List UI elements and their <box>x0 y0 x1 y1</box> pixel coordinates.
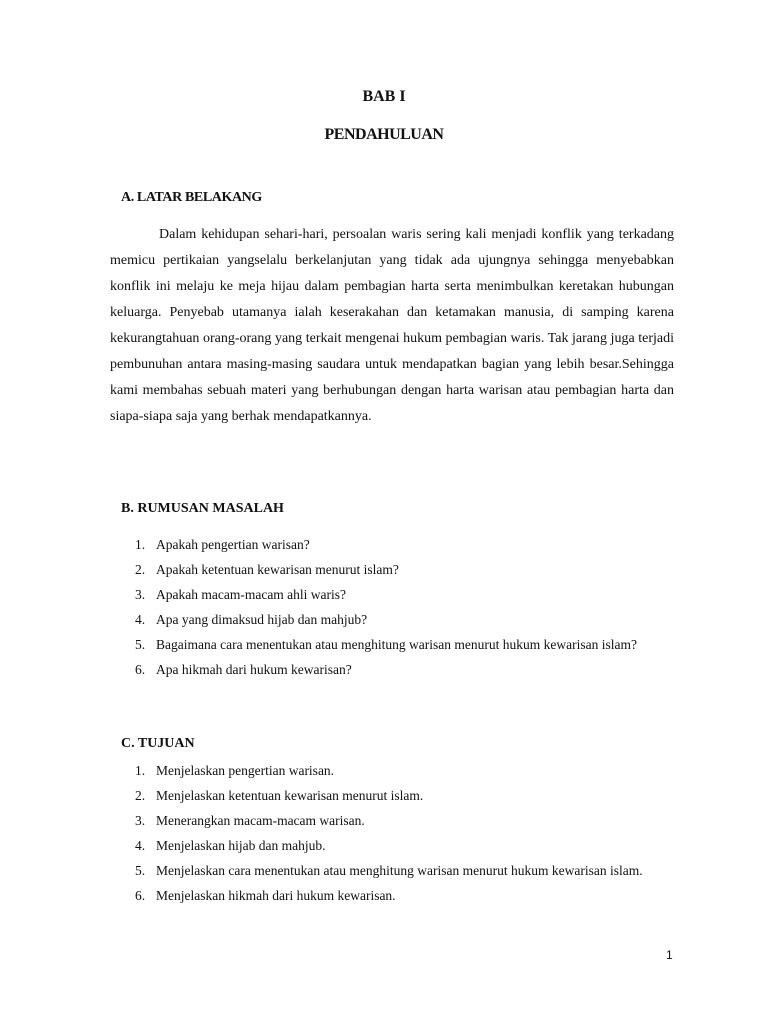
list-item <box>135 582 695 607</box>
section-heading-rumusan-masalah: B. RUMUSAN MASALAH <box>121 501 284 516</box>
list-item-text: Apakah ketentuan kewarisan menurut islam? <box>156 562 399 577</box>
rumusan-masalah-list <box>135 532 695 682</box>
list-item-text: Menerangkan macam-macam warisan. <box>156 813 365 828</box>
list-number: 3. <box>135 813 146 828</box>
list-item <box>135 783 695 808</box>
section-heading-tujuan: C. TUJUAN <box>121 736 195 751</box>
list-item-text: Apa yang dimaksud hijab dan mahjub? <box>156 612 368 627</box>
list-item <box>135 532 695 557</box>
list-item-text: Apa hikmah dari hukum kewarisan? <box>156 662 352 677</box>
list-number: 2. <box>135 788 146 803</box>
section-heading-latar-belakang: A. LATAR BELAKANG <box>121 190 262 205</box>
list-item <box>135 833 695 858</box>
list-item-text: Apakah macam-macam ahli waris? <box>156 587 347 602</box>
page-number: 1 <box>666 948 673 962</box>
list-item <box>135 557 695 582</box>
list-number: 5. <box>135 863 146 878</box>
latar-belakang-paragraph: Dalam kehidupan sehari-hari, persoalan waris sering kali menjadi konflik yang terkadang memicu pertikaian yangselalu berkelanjutan yang tidak ada ujungnya sehingga menyebabkan konflik ini melaju ke meja hijau dalam pembagian harta serta menimbulkan keretakan hubungan keluarga. Penyebab utamanya ialah keserakahan dan ketamakan manusia, di samping karena kekurangtahuan orang-orang yang terkait mengenai hukum pembagian waris. Tak jarang juga terjadi pembunuhan antara masing-masing saudara untuk mendapatkan bagian yang lebih besar.Sehingga kami membahas sebuah materi yang berhubungan dengan harta warisan atau pembagian harta dan siapa-siapa saja yang berhak mendapatkannya. <box>110 227 674 424</box>
tujuan-list <box>135 758 695 908</box>
list-item-text: Bagaimana cara menentukan atau menghitung warisan menurut hukum kewarisan islam? <box>156 637 637 652</box>
list-item <box>135 758 695 783</box>
list-item <box>135 607 695 632</box>
chapter-title: BAB I <box>362 88 406 105</box>
list-number: 2. <box>135 562 146 577</box>
list-item-text: Menjelaskan pengertian warisan. <box>156 763 335 778</box>
list-number: 5. <box>135 637 146 652</box>
list-number: 6. <box>135 662 146 677</box>
list-number: 1. <box>135 763 146 778</box>
list-item-text: Menjelaskan ketentuan kewarisan menurut islam. <box>156 788 424 803</box>
list-item <box>135 657 695 682</box>
list-number: 4. <box>135 612 146 627</box>
list-number: 6. <box>135 888 146 903</box>
list-item-text: Apakah pengertian warisan? <box>156 537 310 552</box>
list-number: 3. <box>135 587 146 602</box>
list-item-text: Menjelaskan cara menentukan atau menghitung warisan menurut hukum kewarisan islam. <box>156 863 643 878</box>
list-item <box>135 883 695 908</box>
list-item <box>135 808 695 833</box>
list-number: 1. <box>135 537 146 552</box>
list-item-text: Menjelaskan hijab dan mahjub. <box>156 838 326 853</box>
list-item <box>135 632 695 657</box>
list-item <box>135 858 695 883</box>
list-number: 4. <box>135 838 146 853</box>
list-item-text: Menjelaskan hikmah dari hukum kewarisan. <box>156 888 396 903</box>
chapter-subtitle: PENDAHULUAN <box>324 126 444 143</box>
